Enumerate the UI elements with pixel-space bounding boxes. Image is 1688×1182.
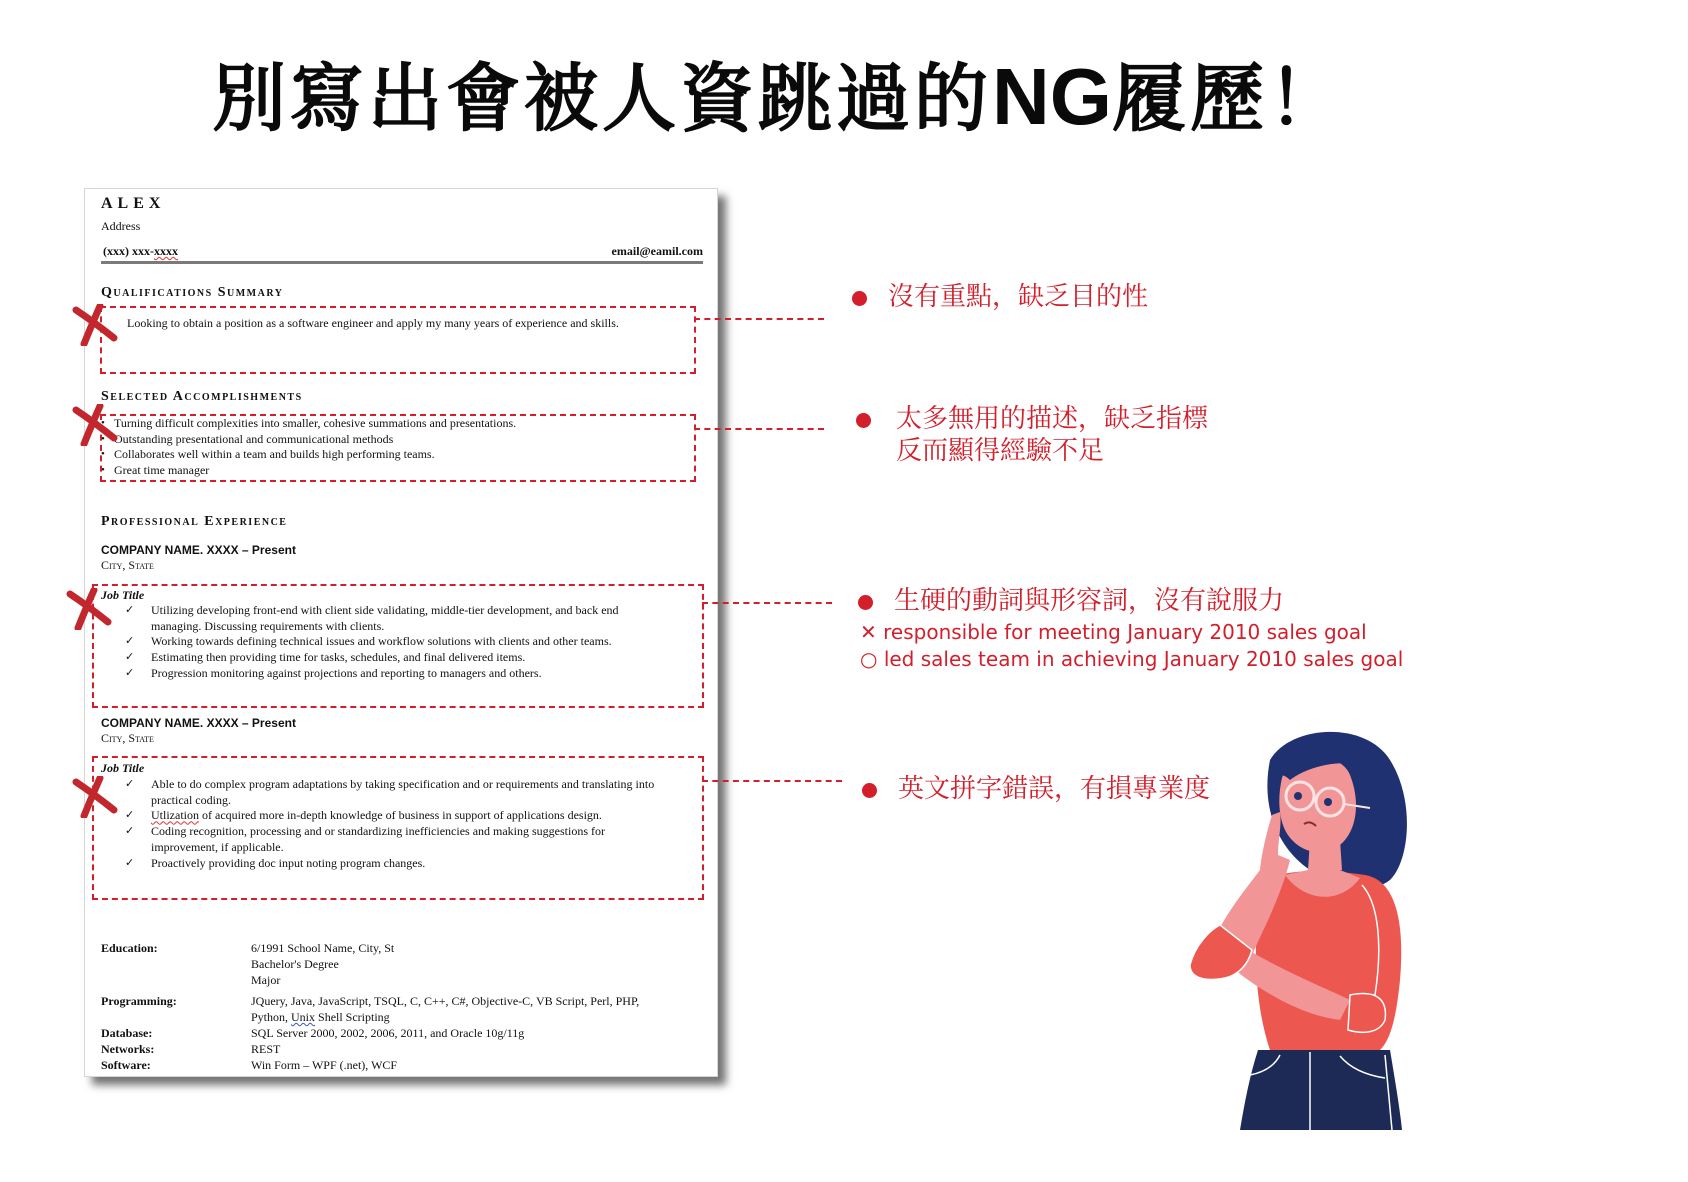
phone-suffix: xxxx [154,244,178,258]
good-example: ○ led sales team in achieving January 2010 sales goal [860,647,1404,671]
headline-suffix: 履歷！ [1112,56,1346,142]
education-label: Education: [101,941,158,955]
bullet-dot-icon [858,595,873,610]
resume-email: email@eamil.com [611,244,703,258]
job-1-company: COMPANY NAME. XXXX – Present [101,543,296,557]
annotation-3: 生硬的動詞與形容詞，沒有說服力 ✕ responsible for meeting January 2010 sales goal ○ led sales team in achieving January 2010 sales goal [860,586,1404,671]
education-line: 6/1991 School Name, City, St [251,941,395,955]
resume-name: ALEX [101,195,166,212]
checkmark-icon: ✓ [125,825,135,838]
programming-label: Programming: [101,994,177,1008]
database-label: Database: [101,1026,153,1040]
highlight-box-accomplishments [100,414,696,482]
duty-item: ✓ Progression monitoring against projections and reporting to managers and others. [125,665,542,680]
duty-item: ✓ Coding recognition, processing and or standardizing inefficiencies and making suggestions for improvement, if applicable. [125,824,606,854]
leader-line-2 [694,428,824,430]
duty-item: ✓ Able to do complex program adaptations by taking specification and or requirements and translating into practical coding. [125,777,655,807]
red-x-icon [70,776,118,818]
checkmark-icon: ✓ [125,604,135,616]
job-2-title: Job Title [101,761,145,775]
qualifications-text: Looking to obtain a position as a software engineer and apply my many years of experience and skills. [127,316,619,330]
headline-prefix: 別寫出會被人資跳過的 [212,56,992,142]
accomplishment-item: • Great time manager [114,463,694,479]
software-label: Software: [101,1058,151,1072]
duty-item: ✓ Utilizing developing front-end with client side validating, middle-tier development, and back end managing. Discussing requirements with clients. [125,603,619,633]
flagged-word: Unix [291,1010,316,1024]
education-line: Major [251,973,281,987]
headline [212,52,1346,142]
checkmark-icon: ✓ [125,778,135,790]
checkmark-icon: ✓ [125,651,135,664]
red-x-icon [70,404,118,446]
duty-item: ✓ Proactively providing doc input noting program changes. [125,855,426,870]
education-line: Bachelor's Degree [251,957,339,971]
job-1-location: City, State [101,558,154,572]
job-2-company: COMPANY NAME. XXXX – Present [101,716,296,730]
highlight-box-qualifications [100,306,696,374]
phone-prefix: (xxx) xxx- [103,244,154,258]
misspelled-word: Utlization [151,808,199,823]
networks-label: Networks: [101,1042,155,1056]
bullet-dot-icon [862,783,877,798]
headline-ng: NG [992,52,1112,141]
accomplishments-heading: Selected Accomplishments [101,389,303,404]
duty-item: ✓ Estimating then providing time for tasks, schedules, and final delivered items. [125,650,526,665]
job-1-title: Job Title [101,588,145,602]
checkmark-icon: ✓ [125,809,135,822]
highlight-box-job-1 [92,584,704,708]
annotation-1: 沒有重點，缺乏目的性 [852,281,1148,313]
accomplishment-item: • Collaborates well within a team and builds high performing teams. [114,447,694,463]
bad-example: ✕ responsible for meeting January 2010 sales goal [860,620,1367,644]
leader-line-1 [694,318,824,320]
resume-phone [103,244,178,259]
bullet-dot-icon [852,291,867,306]
software-value: Win Form – WPF (.net), WCF [251,1058,398,1072]
checkmark-icon: ✓ [125,666,135,679]
programming-line-1: JQuery, Java, JavaScript, TSQL, C, C++, C#, Objective-C, VB Script, Perl, PHP, [251,994,640,1008]
qualifications-heading: Qualifications Summary [101,285,284,300]
circle-icon: ○ [860,647,878,671]
highlight-box-job-2 [92,756,704,900]
red-x-icon [70,304,118,346]
networks-value: REST [251,1042,281,1056]
cross-icon: ✕ [860,620,877,644]
duty-item: ✓ Working towards defining technical issues and workflow solutions with clients and other teams. [125,634,612,649]
job-2-location: City, State [101,731,154,745]
leader-line-3 [702,602,832,604]
annotation-4: 英文拼字錯誤，有損專業度 [862,773,1210,805]
red-x-icon [64,588,112,630]
header-divider [101,261,703,264]
database-value: SQL Server 2000, 2002, 2006, 2011, and Oracle 10g/11g [251,1026,525,1040]
checkmark-icon: ✓ [125,856,135,869]
bullet-dot-icon [856,413,871,428]
checkmark-icon: ✓ [125,635,135,648]
annotation-2: 太多無用的描述，缺乏指標 反而顯得經驗不足 [856,403,1208,467]
accomplishment-item: • Turning difficult complexities into smaller, cohesive summations and presentations. [114,416,694,432]
experience-heading: Professional Experience [101,514,288,529]
programming-line-2: Python, Unix Shell Scripting [251,1010,390,1024]
accomplishment-item: • Outstanding presentational and communicational methods [114,432,694,448]
duty-item: ✓ Utlization of acquired more in-depth knowledge of business in support of applications design. [125,808,602,823]
thinking-woman-illustration [1190,720,1430,1130]
leader-line-4 [702,780,842,782]
resume-address: Address [101,219,141,233]
